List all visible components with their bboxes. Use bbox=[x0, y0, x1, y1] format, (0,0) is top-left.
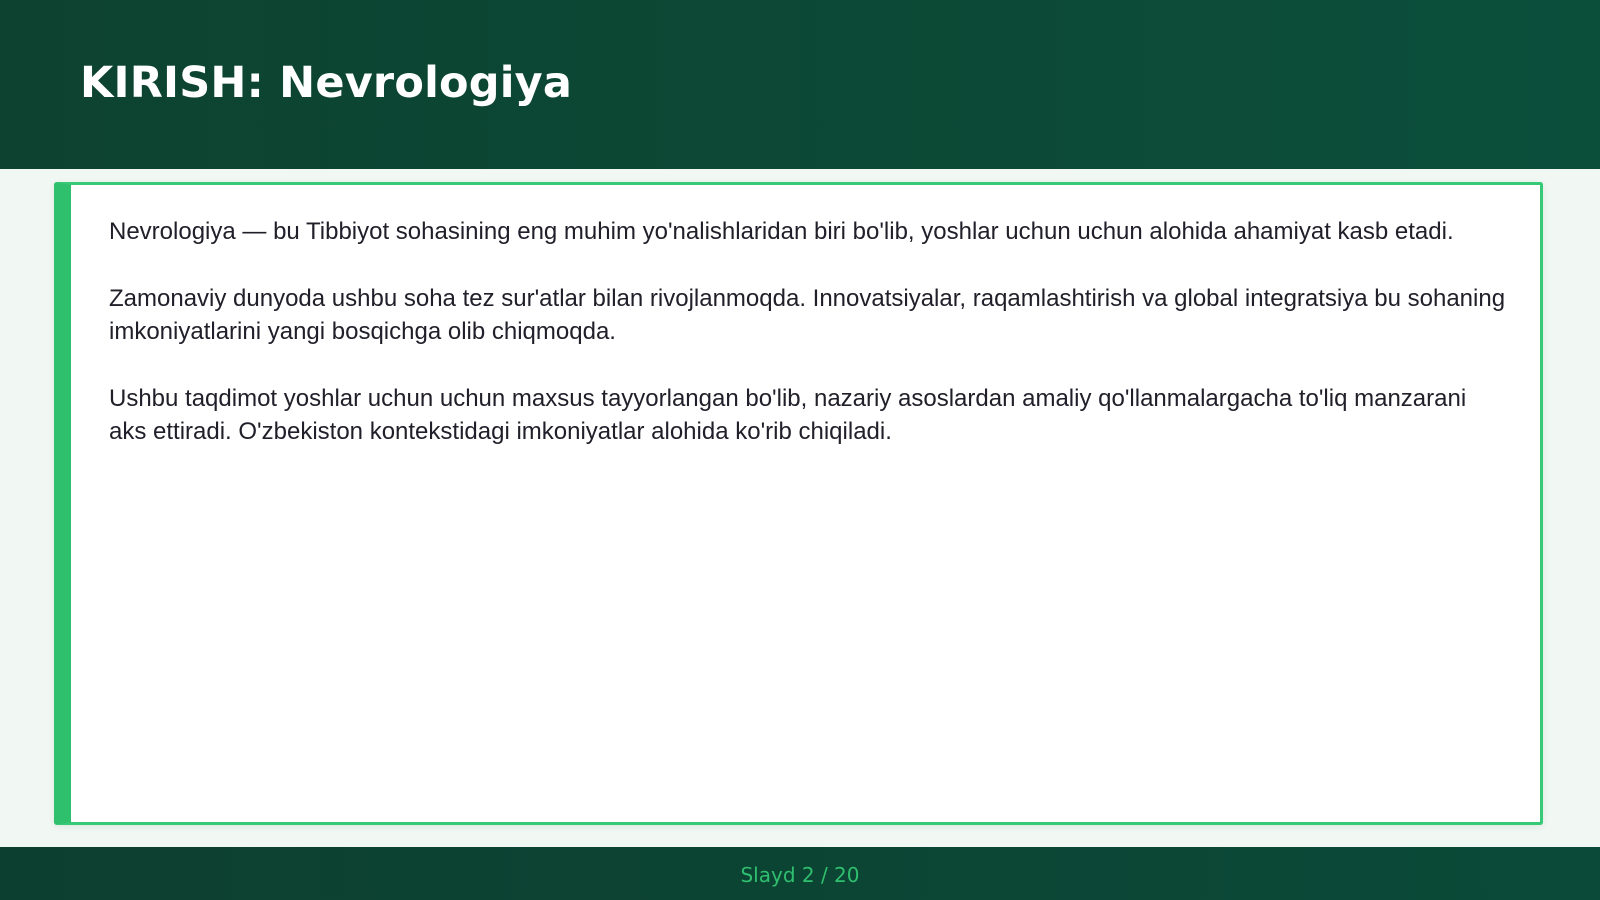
slide-title: KIRISH: Nevrologiya bbox=[80, 58, 573, 108]
slide-number: Slayd 2 / 20 bbox=[740, 863, 860, 887]
intro-paragraph: Nevrologiya — bu Tibbiyot sohasining eng muhim yo'nalishlaridan biri bo'lib, yoshlar uchun uchun alohida ahamiyat kasb etadi. bbox=[109, 218, 1454, 245]
content-body bbox=[109, 215, 1509, 482]
development-paragraph: Zamonaviy dunyoda ushbu soha tez sur'atlar bilan rivojlanmoqda. Innovatsiyalar, raqamlashtirish va global integratsiya bu sohaning imkoniyatlarini yangi bosqichga olib chiqmoqda. bbox=[109, 285, 1506, 345]
content-card bbox=[54, 182, 1543, 825]
slide-footer bbox=[0, 847, 1600, 900]
presentation-paragraph: Ushbu taqdimot yoshlar uchun uchun maxsus tayyorlangan bo'lib, nazariy asoslardan amaliy qo'llanmalargacha to'liq manzarani aks ettiradi. O'zbekiston kontekstidagi imkoniyatlar alohida ko'rib chiqiladi. bbox=[109, 385, 1467, 445]
slide-header bbox=[0, 0, 1600, 169]
